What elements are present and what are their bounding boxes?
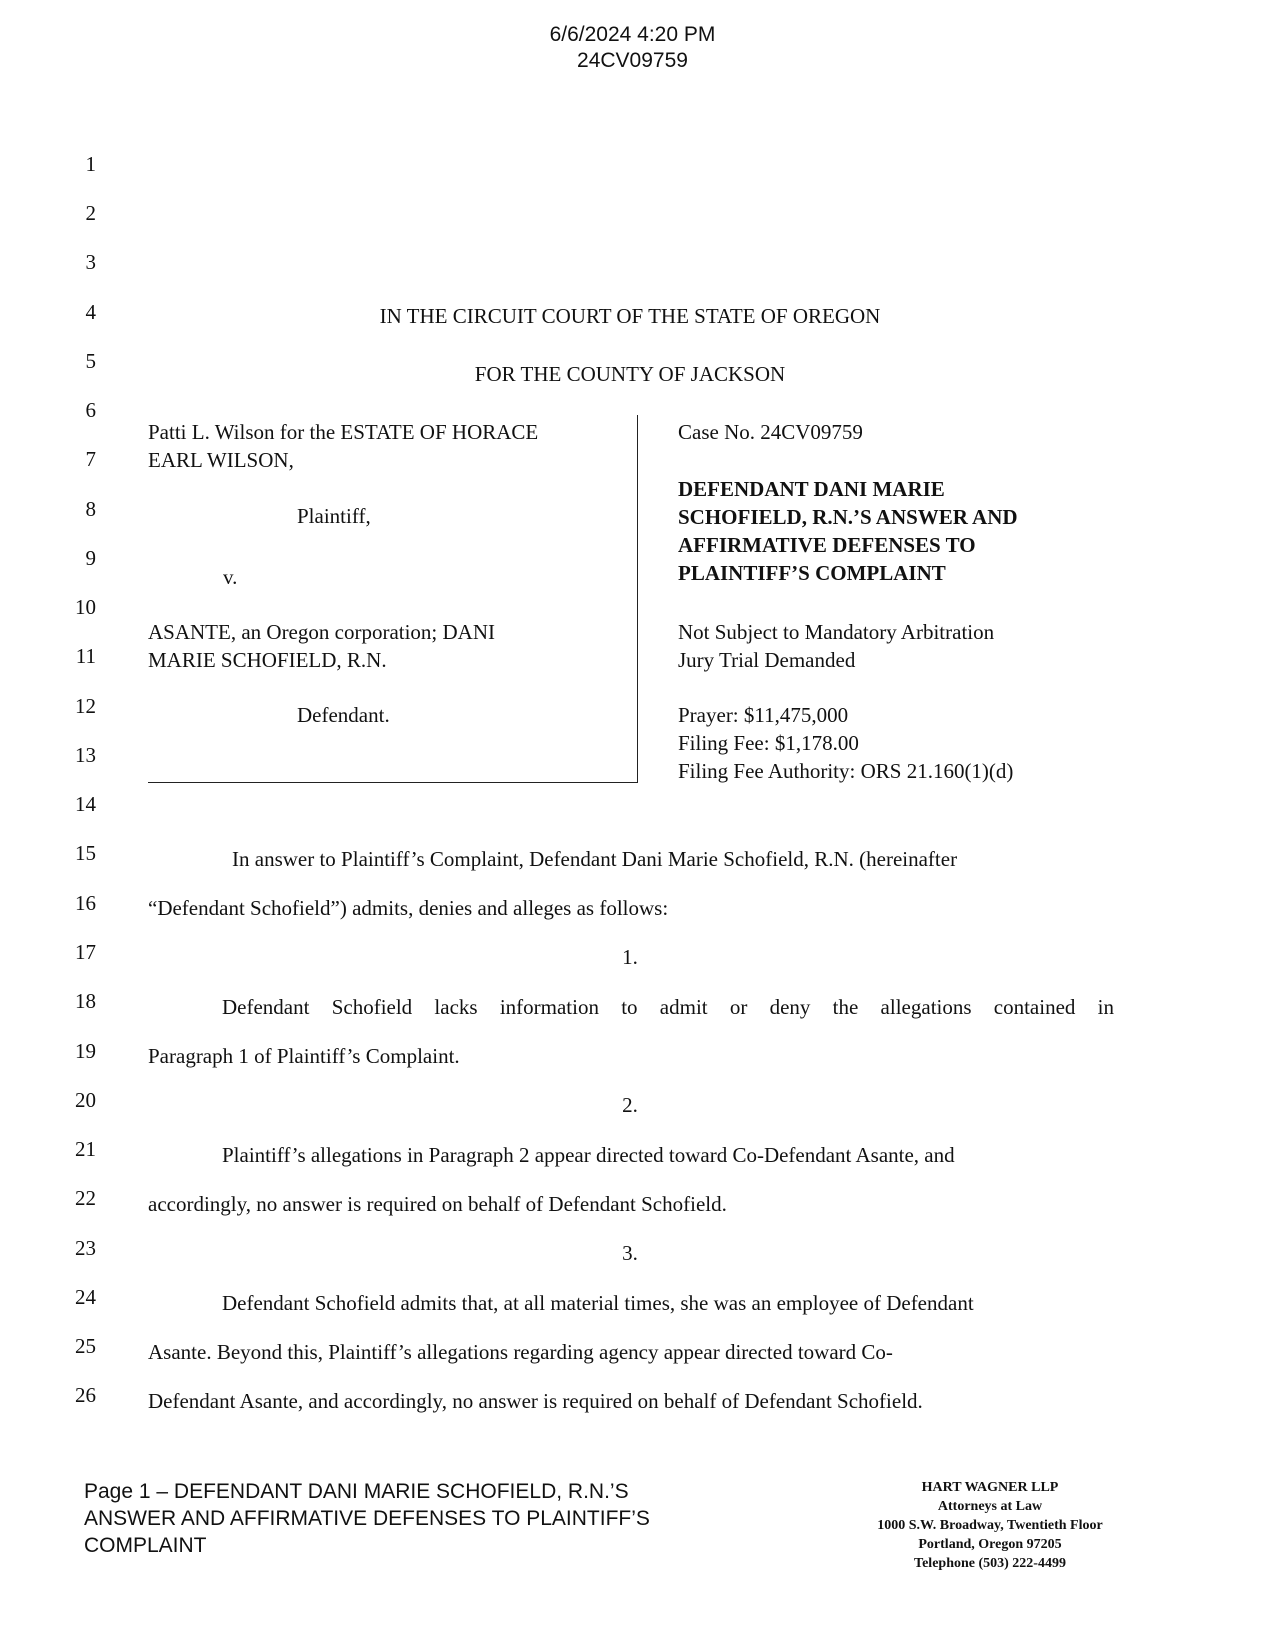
court-name: IN THE CIRCUIT COURT OF THE STATE OF OREGON bbox=[379, 304, 881, 328]
arbitration-jury-notice: Not Subject to Mandatory Arbitration Jury Trial Demanded bbox=[678, 620, 995, 672]
caption-divider-horizontal bbox=[148, 782, 638, 783]
line-number: 8 bbox=[85, 497, 96, 521]
line-number: 7 bbox=[85, 447, 96, 471]
paragraph-number: 1. bbox=[622, 945, 638, 969]
paragraph-line: Asante. Beyond this, Plaintiff’s allegations regarding agency appear directed toward Co- bbox=[148, 1340, 893, 1364]
paragraph-line: Paragraph 1 of Plaintiff’s Complaint. bbox=[148, 1044, 460, 1068]
plaintiff-name: Patti L. Wilson for the ESTATE OF HORACE EARL WILSON, bbox=[148, 420, 539, 472]
line-number: 16 bbox=[75, 891, 96, 915]
firm-address: 1000 S.W. Broadway, Twentieth Floor bbox=[877, 1518, 1103, 1533]
line-number: 13 bbox=[75, 743, 96, 767]
filing-datetime: 6/6/2024 4:20 PM bbox=[549, 23, 716, 46]
page-footer-caption: Page 1 – DEFENDANT DANI MARIE SCHOFIELD, R.N.’S ANSWER AND AFFIRMATIVE DEFENSES TO PLAINTIFF’S COMPLAINT bbox=[84, 1480, 650, 1557]
line-number: 23 bbox=[75, 1236, 96, 1260]
line-number: 5 bbox=[85, 349, 96, 373]
law-firm-block bbox=[840, 1478, 1140, 1573]
paragraph-number: 2. bbox=[622, 1093, 638, 1117]
paragraph-line: Defendant Schofield admits that, at all material times, she was an employee of Defendant bbox=[222, 1291, 974, 1315]
prayer-fees: Prayer: $11,475,000 Filing Fee: $1,178.00 Filing Fee Authority: ORS 21.160(1)(d) bbox=[678, 703, 1014, 783]
paragraph-number: 3. bbox=[622, 1241, 638, 1265]
line-number: 4 bbox=[85, 300, 96, 324]
line-number: 22 bbox=[75, 1186, 96, 1210]
line-number: 18 bbox=[75, 989, 96, 1013]
line-number: 19 bbox=[75, 1039, 96, 1063]
line-number: 20 bbox=[75, 1088, 96, 1112]
case-number: Case No. 24CV09759 bbox=[678, 420, 863, 444]
defendant-role: Defendant. bbox=[297, 703, 390, 727]
line-number: 10 bbox=[75, 595, 96, 619]
filing-stamp bbox=[0, 22, 1265, 74]
paragraph-line: Plaintiff’s allegations in Paragraph 2 appear directed toward Co-Defendant Asante, and bbox=[222, 1143, 955, 1167]
firm-phone: Telephone (503) 222-4499 bbox=[914, 1556, 1066, 1571]
filing-case-id: 24CV09759 bbox=[577, 49, 688, 72]
line-number: 11 bbox=[75, 644, 96, 668]
line-number: 26 bbox=[75, 1383, 96, 1407]
firm-subtitle: Attorneys at Law bbox=[937, 1499, 1043, 1514]
document-title: DEFENDANT DANI MARIE SCHOFIELD, R.N.’S ANSWER AND AFFIRMATIVE DEFENSES TO PLAINTIFF’S COMPLAINT bbox=[678, 477, 1018, 585]
line-number: 25 bbox=[75, 1334, 96, 1358]
intro-line: “Defendant Schofield”) admits, denies and alleges as follows: bbox=[148, 896, 669, 920]
court-county: FOR THE COUNTY OF JACKSON bbox=[474, 362, 786, 386]
line-number: 6 bbox=[85, 398, 96, 422]
line-number: 21 bbox=[75, 1137, 96, 1161]
firm-name: HART WAGNER LLP bbox=[921, 1480, 1059, 1495]
plaintiff-role: Plaintiff, bbox=[297, 504, 371, 528]
line-number: 17 bbox=[75, 940, 96, 964]
defendant-name: ASANTE, an Oregon corporation; DANI MARIE SCHOFIELD, R.N. bbox=[148, 620, 496, 672]
caption-divider-vertical bbox=[637, 415, 638, 783]
line-number: 14 bbox=[75, 792, 96, 816]
line-number: 2 bbox=[85, 201, 96, 225]
paragraph-line: Defendant Schofield lacks information to admit or deny the allegations contained in bbox=[222, 995, 1114, 1019]
versus: v. bbox=[223, 565, 238, 589]
paragraph-line: Defendant Asante, and accordingly, no answer is required on behalf of Defendant Schofield. bbox=[148, 1389, 923, 1413]
firm-city: Portland, Oregon 97205 bbox=[918, 1537, 1062, 1552]
line-number: 9 bbox=[85, 546, 96, 570]
paragraph-line: accordingly, no answer is required on behalf of Defendant Schofield. bbox=[148, 1192, 727, 1216]
line-number: 3 bbox=[85, 250, 96, 274]
line-number: 15 bbox=[75, 841, 96, 865]
line-number: 1 bbox=[85, 152, 96, 176]
line-number: 24 bbox=[75, 1285, 96, 1309]
intro-line: In answer to Plaintiff’s Complaint, Defendant Dani Marie Schofield, R.N. (hereinafter bbox=[232, 847, 958, 871]
line-number: 12 bbox=[75, 694, 96, 718]
